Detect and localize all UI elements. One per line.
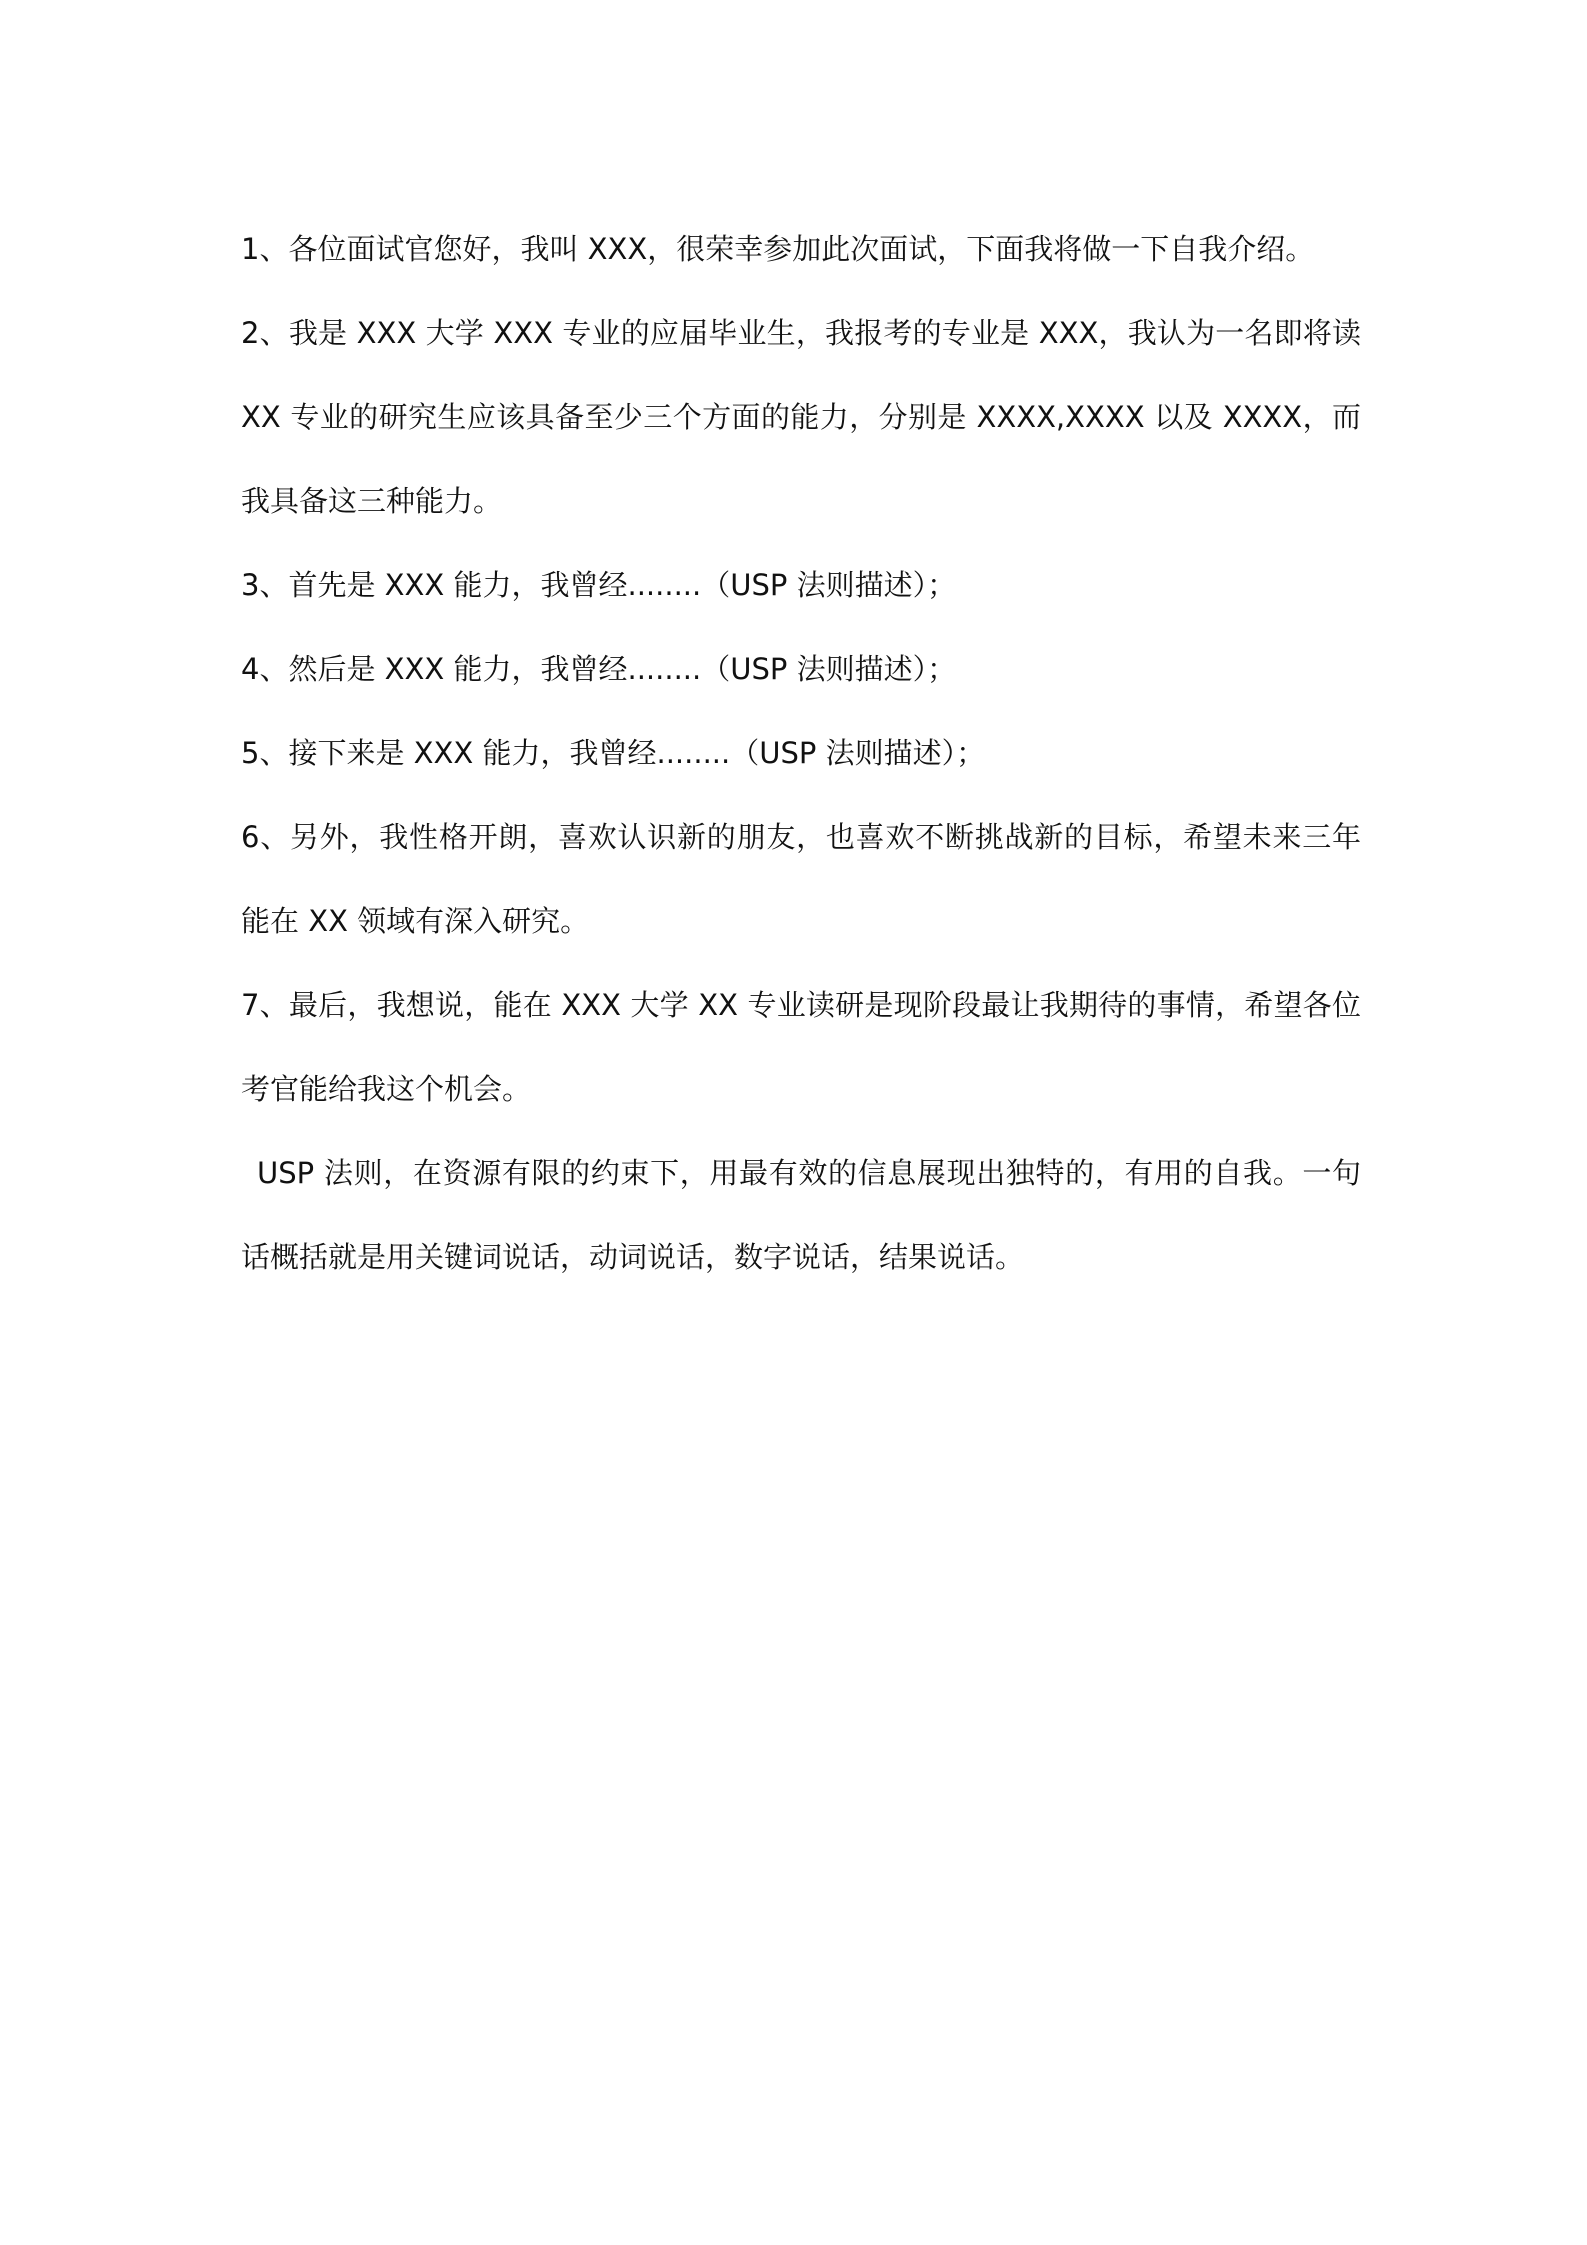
paragraph-4: 4、然后是 XXX 能力，我曾经........（USP 法则描述）； [241,652,957,686]
document-body [241,207,1361,1299]
paragraph-5: 5、接下来是 XXX 能力，我曾经........（USP 法则描述）； [241,736,986,770]
paragraph-1: 1、各位面试官您好，我叫 XXX，很荣幸参加此次面试，下面我将做一下自我介绍。 [241,232,1315,266]
paragraph-3: 3、首先是 XXX 能力，我曾经........（USP 法则描述）； [241,568,957,602]
paragraph-6: 6、另外，我性格开朗，喜欢认识新的朋友，也喜欢不断挑战新的目标，希望未来三年能在 XX 领域有深入研究。 [241,820,1361,938]
paragraph-7: 7、最后，我想说，能在 XXX 大学 XX 专业读研是现阶段最让我期待的事情，希望各位考官能给我这个机会。 [241,988,1361,1106]
paragraph-2: 2、我是 XXX 大学 XXX 专业的应届毕业生，我报考的专业是 XXX，我认为一名即将读 XX 专业的研究生应该具备至少三个方面的能力，分别是 XXXX,XXXX 以及 XXXX，而我具备这三种能力。 [241,316,1361,518]
usp-note-paragraph: USP 法则，在资源有限的约束下，用最有效的信息展现出独特的，有用的自我。一句话概括就是用关键词说话，动词说话，数字说话，结果说话。 [241,1156,1361,1274]
